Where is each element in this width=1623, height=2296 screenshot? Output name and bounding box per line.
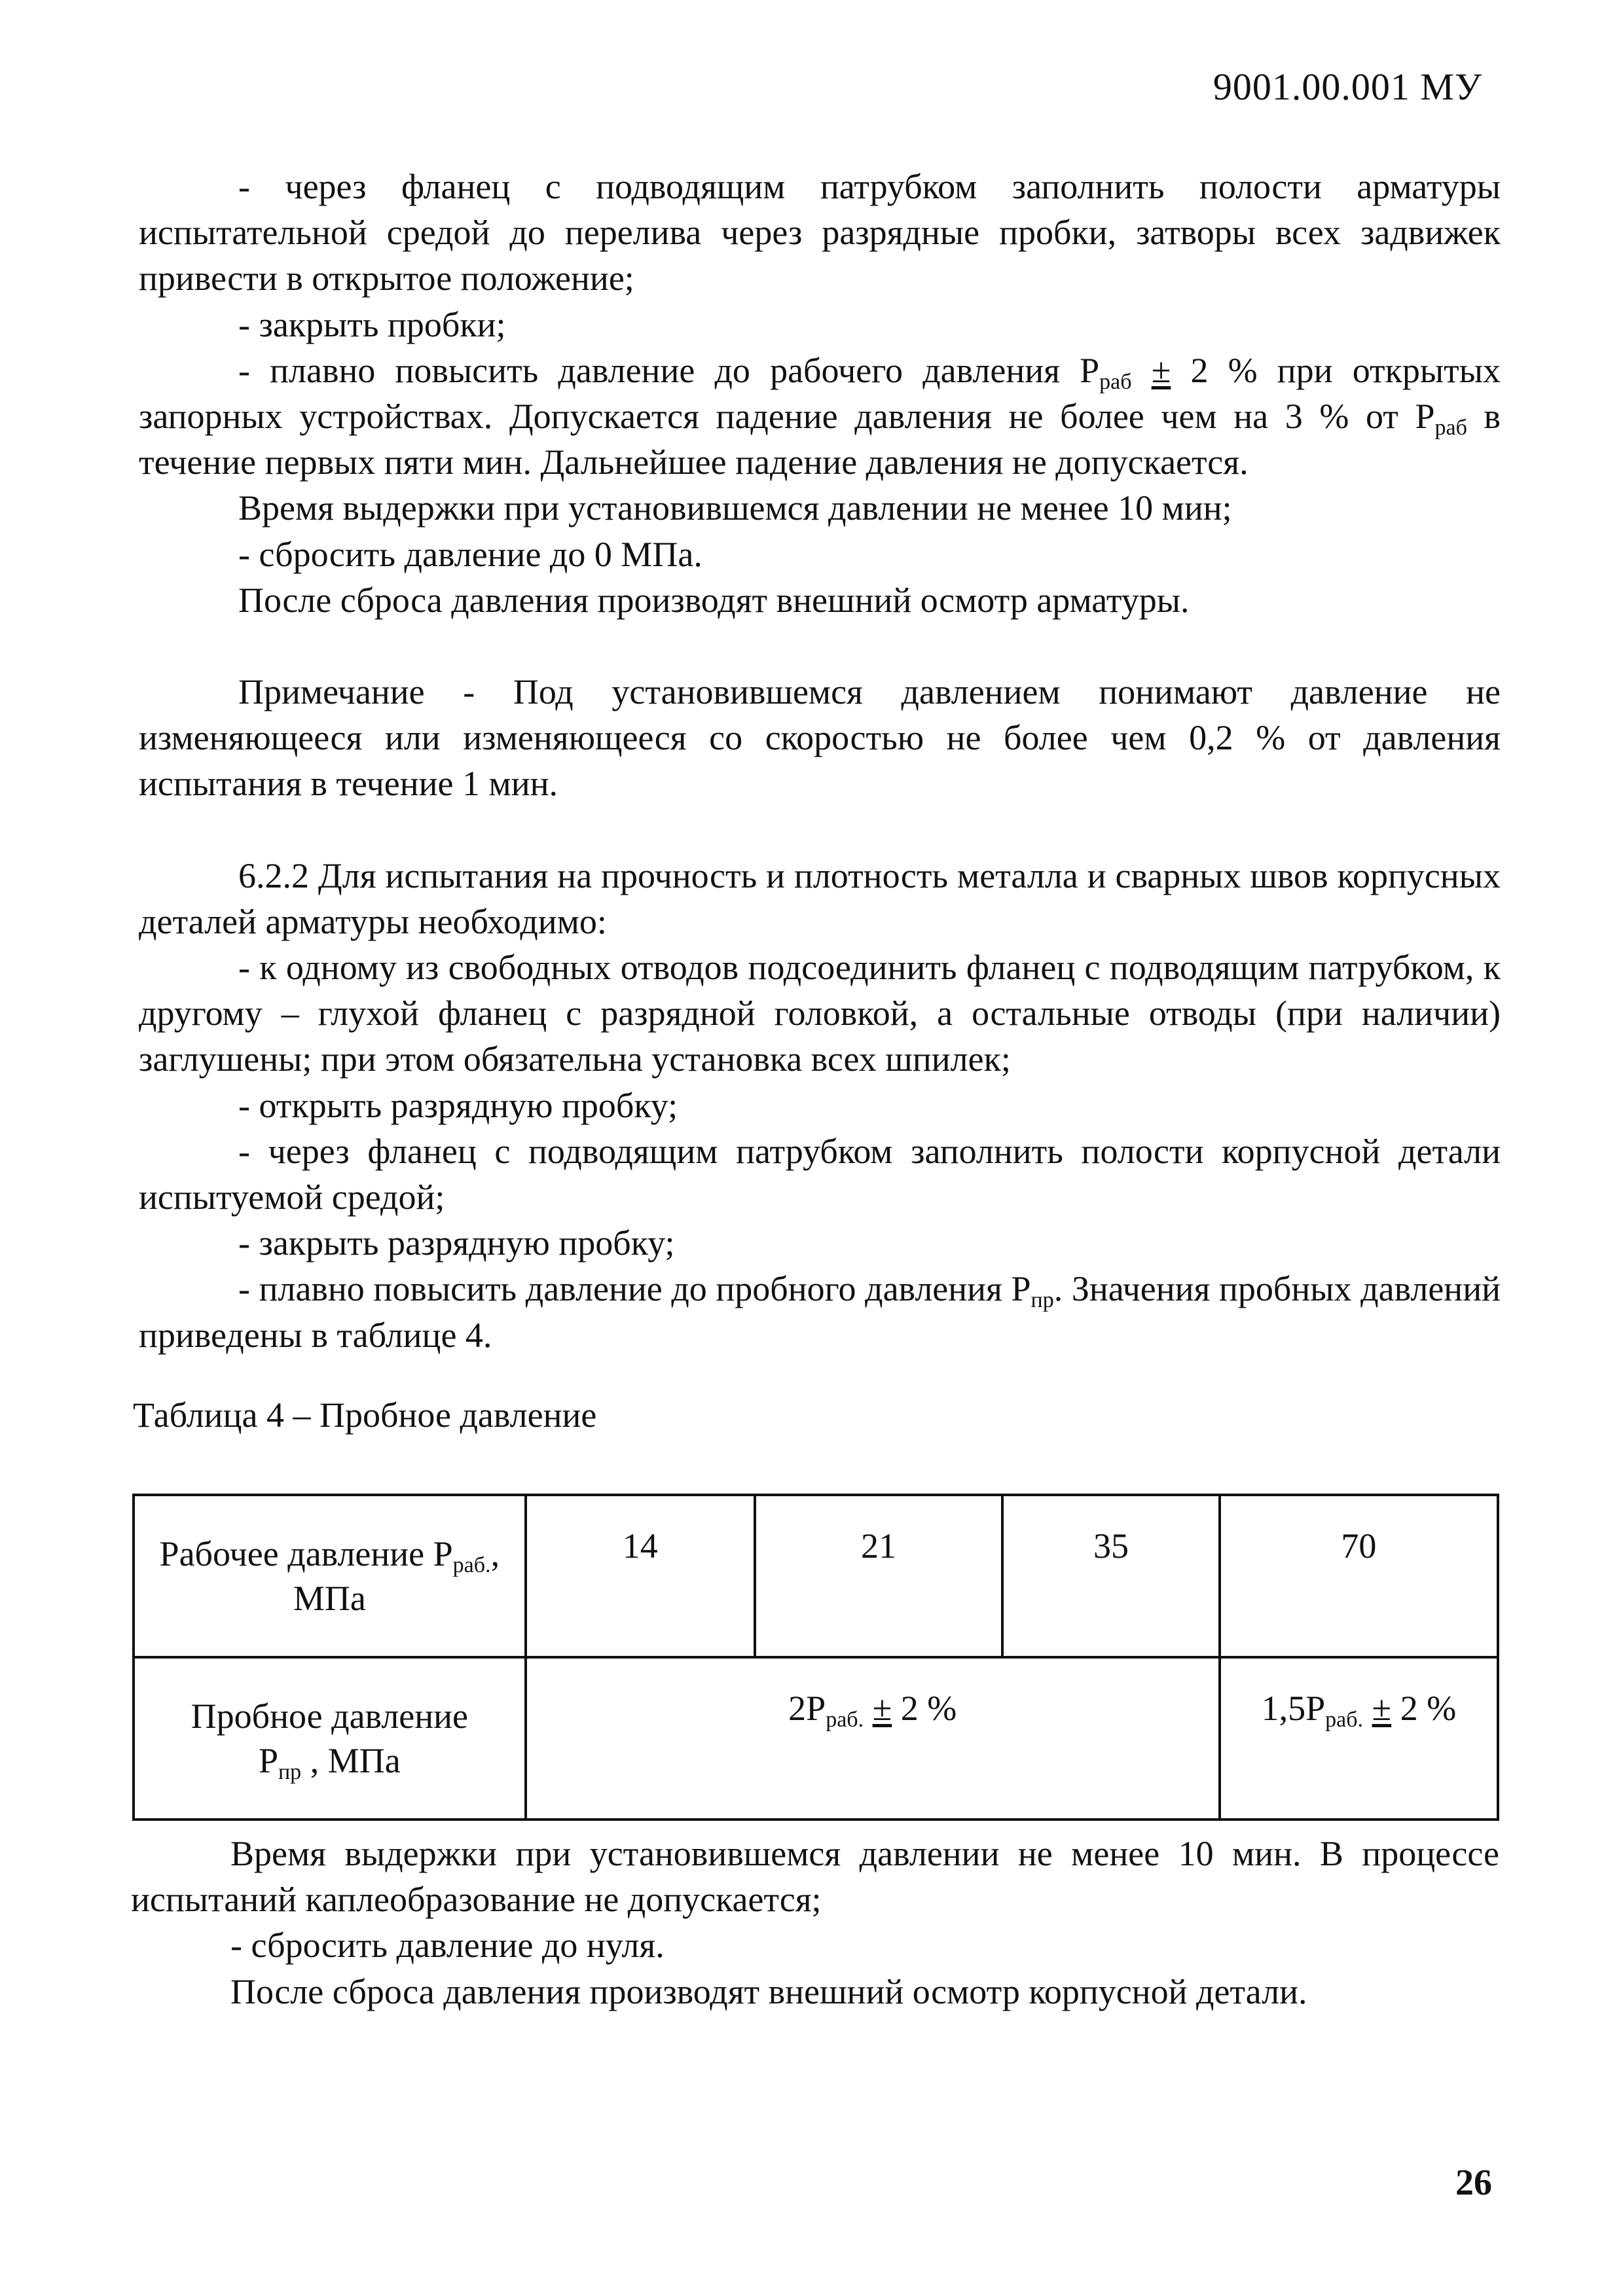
text-segment: 2 % при открытых запорных устройствах. Допускается падение давления не более чем на 3 % от P: [139, 350, 1501, 437]
plus-minus-sign: ±: [1151, 350, 1171, 390]
paragraph-fill-body: - через фланец с подводящим патрубком заполнить полости корпусной детали испытуемой средой;: [139, 1131, 1501, 1217]
page-number: 26: [1455, 2162, 1492, 2203]
cell-working-70: 70: [1220, 1495, 1498, 1657]
cell-test-1-5p: $1,5P_{раб.} \pm 2$ %: [1220, 1657, 1498, 1820]
document-code: 9001.00.001 МУ: [1213, 65, 1482, 108]
paragraph-hold-time-no-drip: Время выдержки при установившемся давлении не менее 10 мин. В процессе испытаний каплеобразование не допускается;: [131, 1834, 1499, 1920]
table-caption: Таблица 4 – Пробное давление: [133, 1395, 597, 1435]
paragraph-release-pressure: - сбросить давление до 0 МПа.: [238, 534, 702, 574]
pressure-table: [132, 1494, 1499, 1821]
spacer: [139, 807, 1501, 853]
row-header-working-pressure: Рабочее давление $P_{раб.}$, МПа: [134, 1495, 526, 1657]
paragraph-connect-flange: - к одному из свободных отводов подсоединить фланец с подводящим патрубком, к другому – глухой фланец с разрядной головкой, а остальные отводы (при наличии) заглушены; при этом обязательна установка всех шпилек;: [139, 948, 1501, 1079]
paragraph-close-plug: - закрыть разрядную пробку;: [238, 1223, 675, 1263]
text-segment: . Значения пробных давлений приведены в таблице 4.: [139, 1269, 1501, 1355]
subscript-rab: раб: [1099, 369, 1132, 394]
paragraph-body-inspection: После сброса давления производят внешний осмотр корпусной детали.: [230, 1971, 1307, 2011]
table-row-test: [134, 1657, 1498, 1820]
paragraph-close-plugs: - закрыть пробки;: [238, 304, 506, 344]
body-text-lower: [131, 1831, 1499, 2015]
subscript-rab: раб: [1434, 416, 1467, 440]
section-6-2-2-intro: 6.2.2 Для испытания на прочность и плотность металла и сварных швов корпусных деталей арматуры необходимо:: [139, 855, 1501, 941]
table-row-working: [134, 1495, 1498, 1657]
subscript-pr: пр: [1030, 1288, 1054, 1313]
spacer: [139, 623, 1501, 669]
paragraph-release-to-zero: - сбросить давление до нуля.: [230, 1926, 665, 1965]
cell-working-14: 14: [526, 1495, 755, 1657]
paragraph-open-plug: - открыть разрядную пробку;: [238, 1085, 678, 1125]
row-header-test-pressure: Пробное давление $P_{пр}$ , МПа: [134, 1657, 526, 1820]
paragraph-hold-time: Время выдержки при установившемся давлении не менее 10 мин;: [238, 488, 1232, 528]
cell-working-35: 35: [1002, 1495, 1220, 1657]
text-segment: - плавно повысить давление до рабочего давления P: [238, 350, 1100, 390]
text-segment: в течение первых пяти мин. Дальнейшее падение давления не допускается.: [139, 397, 1501, 482]
note-paragraph: Примечание - Под установившемся давлением понимают давление не изменяющееся или изменяющееся со скоростью не более чем 0,2 % от давления испытания в течение 1 мин.: [139, 672, 1501, 804]
body-text-upper: [139, 164, 1501, 1358]
paragraph-raise-test-pressure: [139, 1266, 1501, 1357]
cell-test-2p: $2P_{раб.} \pm 2$ %: [526, 1657, 1220, 1820]
paragraph-fill-flange: - через фланец с подводящим патрубком заполнить полости арматуры испытательной средой до перелива через разрядные пробки, затворы всех задвижек привести в открытое положение;: [139, 167, 1501, 298]
text-segment: - плавно повысить давление до пробного давления P: [238, 1269, 1031, 1309]
paragraph-raise-working-pressure: [139, 348, 1501, 486]
cell-working-21: 21: [755, 1495, 1002, 1657]
paragraph-external-inspection: После сброса давления производят внешний осмотр арматуры.: [238, 580, 1190, 620]
